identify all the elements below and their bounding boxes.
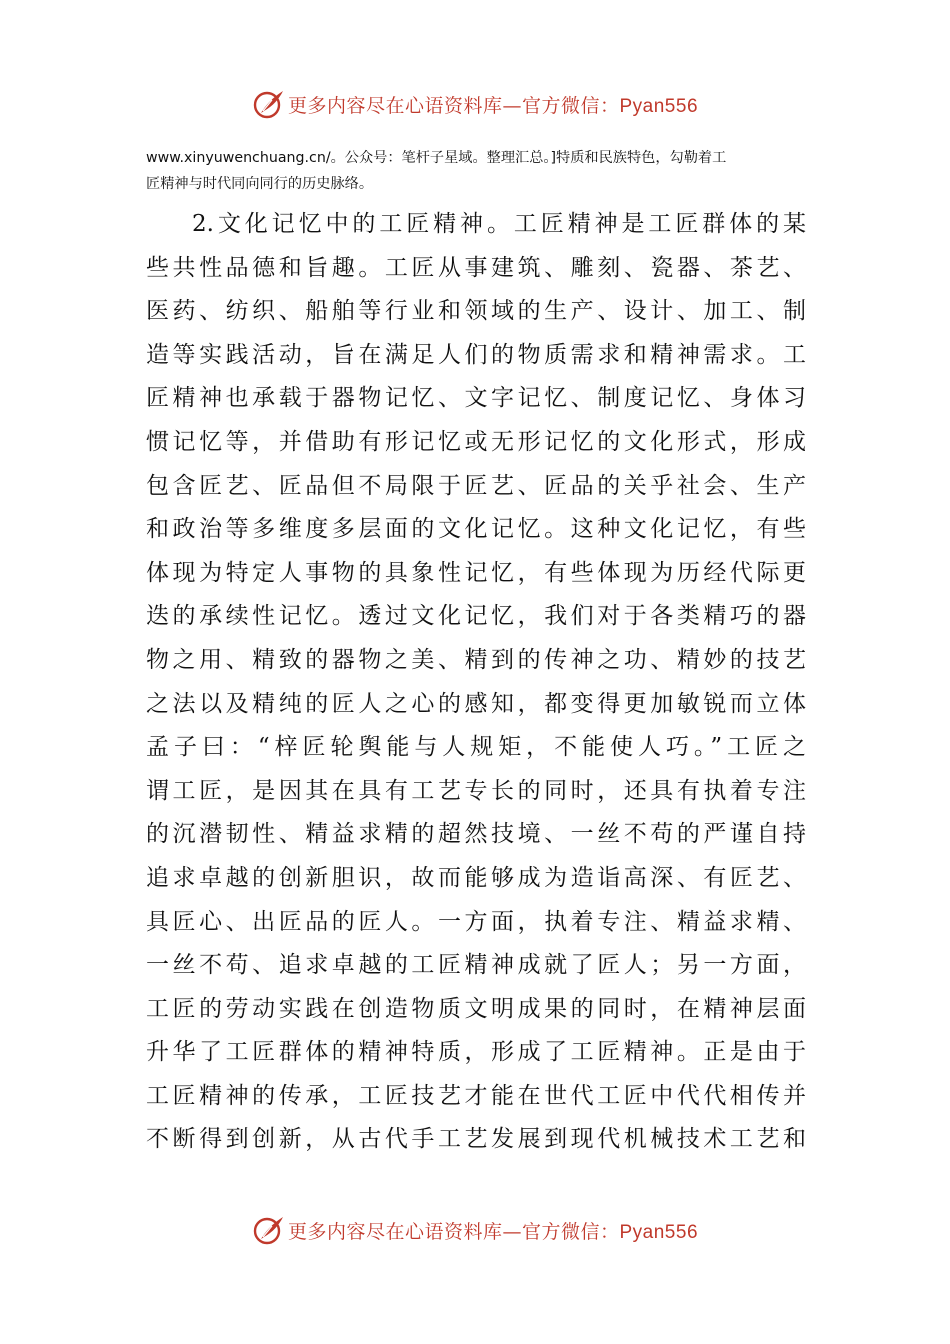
quill-pen-logo-icon — [252, 87, 286, 121]
body-line: 升华了工匠群体的精神特质，形成了工匠精神。正是由于 — [146, 1039, 806, 1066]
wechat-id: Pyan556 — [619, 95, 699, 117]
footer-banner — [0, 1210, 950, 1250]
body-line: 医药、纺织、船舶等行业和领域的生产、设计、加工、制 — [146, 298, 806, 325]
body-line: 孟子曰：“梓匠轮舆能与人规矩，不能使人巧。”工匠之 — [146, 734, 806, 761]
body-line: 的沉潜韧性、精益求精的超然技境、一丝不苟的严谨自持 — [146, 821, 806, 848]
intro-line: 匠精神与时代同向同行的历史脉络。 — [146, 176, 374, 192]
body-line: 匠精神也承载于器物记忆、文字记忆、制度记忆、身体习 — [146, 385, 806, 412]
body-line: 体现为特定人事物的具象性记忆，有些体现为历经代际更 — [146, 559, 806, 586]
wechat-id: Pyan556 — [619, 1221, 699, 1243]
intro-line: www.xinyuwenchuang.cn/。公众号：笔杆子星域。整理汇总。]特质和民族特色，勾勒着工 — [146, 150, 727, 166]
body-line: 不断得到创新，从古代手工艺发展到现代机械技术工艺和 — [146, 1126, 806, 1153]
body-line: 谓工匠，是因其在具有工艺专长的同时，还具有执着专注 — [146, 777, 806, 804]
body-line: 工匠的劳动实践在创造物质文明成果的同时，在精神层面 — [146, 995, 806, 1022]
body-line: 包含匠艺、匠品但不局限于匠艺、匠品的关乎社会、生产 — [146, 472, 806, 499]
body-line: 2.文化记忆中的工匠精神。工匠精神是工匠群体的某 — [192, 211, 806, 237]
body-line: 物之用、精致的器物之美、精到的传神之功、精妙的技艺 — [146, 646, 806, 673]
intro-text — [146, 145, 806, 197]
body-line: 和政治等多维度多层面的文化记忆。这种文化记忆，有些 — [146, 516, 806, 543]
banner-text: 更多内容尽在心语资料库—官方微信：Pyan556 — [287, 1220, 699, 1243]
banner-text: 更多内容尽在心语资料库—官方微信：Pyan556 — [287, 94, 699, 117]
body-line: 些共性品德和旨趣。工匠从事建筑、雕刻、瓷器、茶艺、 — [146, 254, 806, 281]
header-banner — [0, 84, 950, 124]
body-paragraph — [146, 203, 806, 1162]
quill-pen-logo-icon — [252, 1213, 286, 1247]
body-line: 追求卓越的创新胆识，故而能够成为造诣高深、有匠艺、 — [146, 864, 806, 891]
body-line: 一丝不苟、追求卓越的工匠精神成就了匠人；另一方面， — [146, 952, 806, 979]
body-line: 迭的承续性记忆。透过文化记忆，我们对于各类精巧的器 — [146, 603, 806, 630]
body-line: 具匠心、出匠品的匠人。一方面，执着专注、精益求精、 — [146, 908, 806, 935]
body-line: 工匠精神的传承，工匠技艺才能在世代工匠中代代相传并 — [146, 1082, 806, 1109]
body-line: 惯记忆等，并借助有形记忆或无形记忆的文化形式，形成 — [146, 428, 806, 455]
body-line: 之法以及精纯的匠人之心的感知，都变得更加敏锐而立体 — [146, 690, 806, 717]
body-line: 造等实践活动，旨在满足人们的物质需求和精神需求。工 — [146, 341, 806, 368]
